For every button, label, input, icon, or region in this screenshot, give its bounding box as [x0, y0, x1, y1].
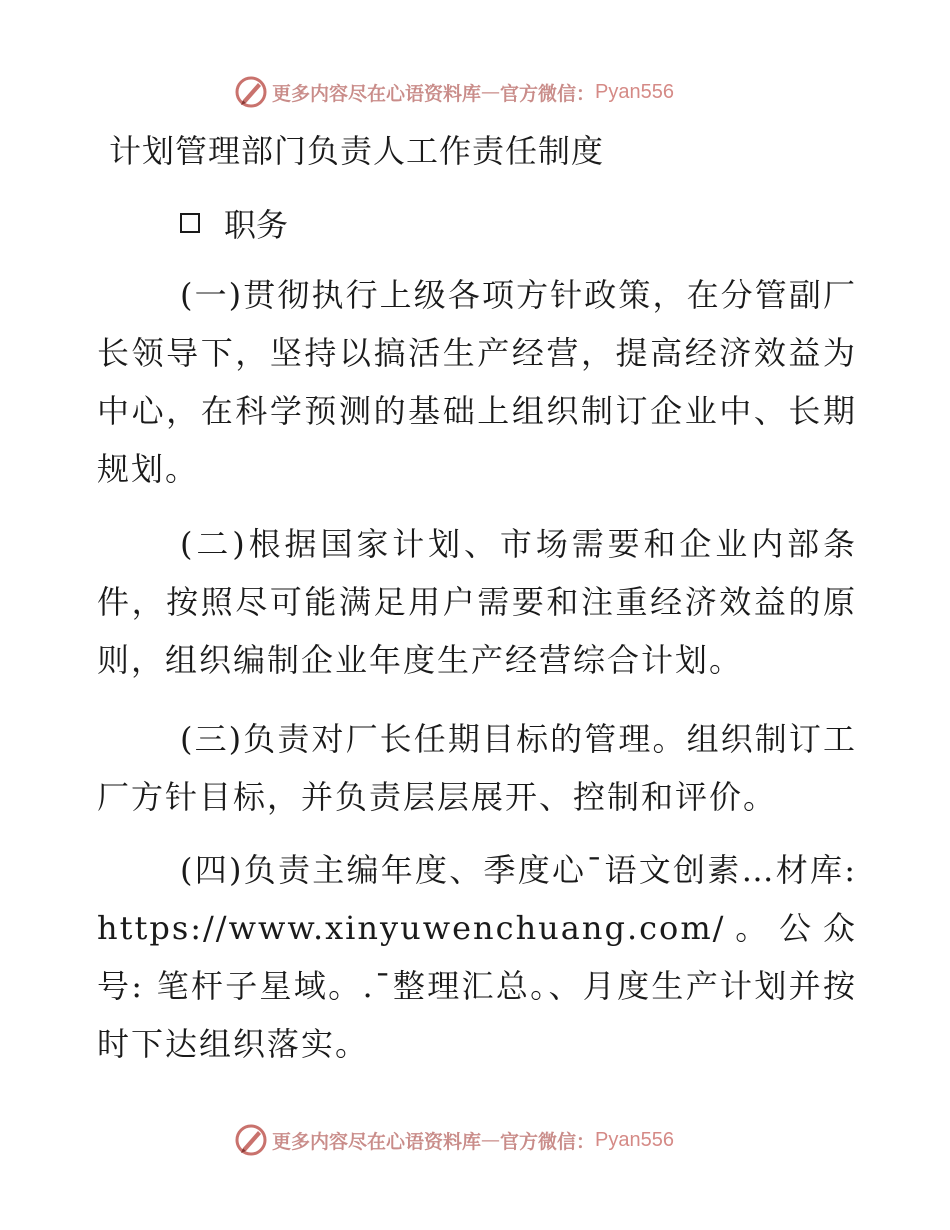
section-label: 职务 — [224, 206, 289, 244]
paragraph-3: (三)负责对厂长任期目标的管理。组织制订工厂方针目标，并负责层层展开、控制和评价。 — [97, 720, 857, 816]
watermark-separator: — — [481, 81, 501, 103]
watermark-site-label: 更多内容尽在心语资料库 — [272, 82, 482, 105]
watermark-banner-top — [234, 72, 674, 112]
watermark-separator: — — [481, 1129, 501, 1151]
watermark-wechat-id: Pyan556 — [595, 1128, 674, 1151]
paragraph-4: (四)负责主编年度、季度心¯语文创素…材库: https://www.xinyuwenchuang.com/。公众号: 笔杆子星域。.¯整理汇总。、月度生产计划并按时下达组织落实。 — [97, 851, 857, 1063]
checkbox-icon — [180, 213, 200, 233]
pen-logo-icon — [234, 75, 268, 109]
section-heading — [180, 200, 288, 246]
watermark-wechat-label: 官方微信： — [500, 1130, 596, 1153]
watermark-banner-bottom — [234, 1120, 674, 1160]
watermark-site-label: 更多内容尽在心语资料库 — [272, 1130, 482, 1153]
watermark-wechat-id: Pyan556 — [595, 80, 674, 103]
watermark-wechat-label: 官方微信： — [500, 82, 596, 105]
paragraph-2: (二)根据国家计划、市场需要和企业内部条件，按照尽可能满足用户需要和注重经济效益的原则，组织编制企业年度生产经营综合计划。 — [97, 525, 857, 679]
pen-logo-icon — [234, 1123, 268, 1157]
document-title: 计划管理部门负责人工作责任制度 — [109, 132, 605, 170]
paragraph-1: (一)贯彻执行上级各项方针政策，在分管副厂长领导下，坚持以搞活生产经营，提高经济效益为中心，在科学预测的基础上组织制订企业中、长期规划。 — [97, 276, 857, 488]
